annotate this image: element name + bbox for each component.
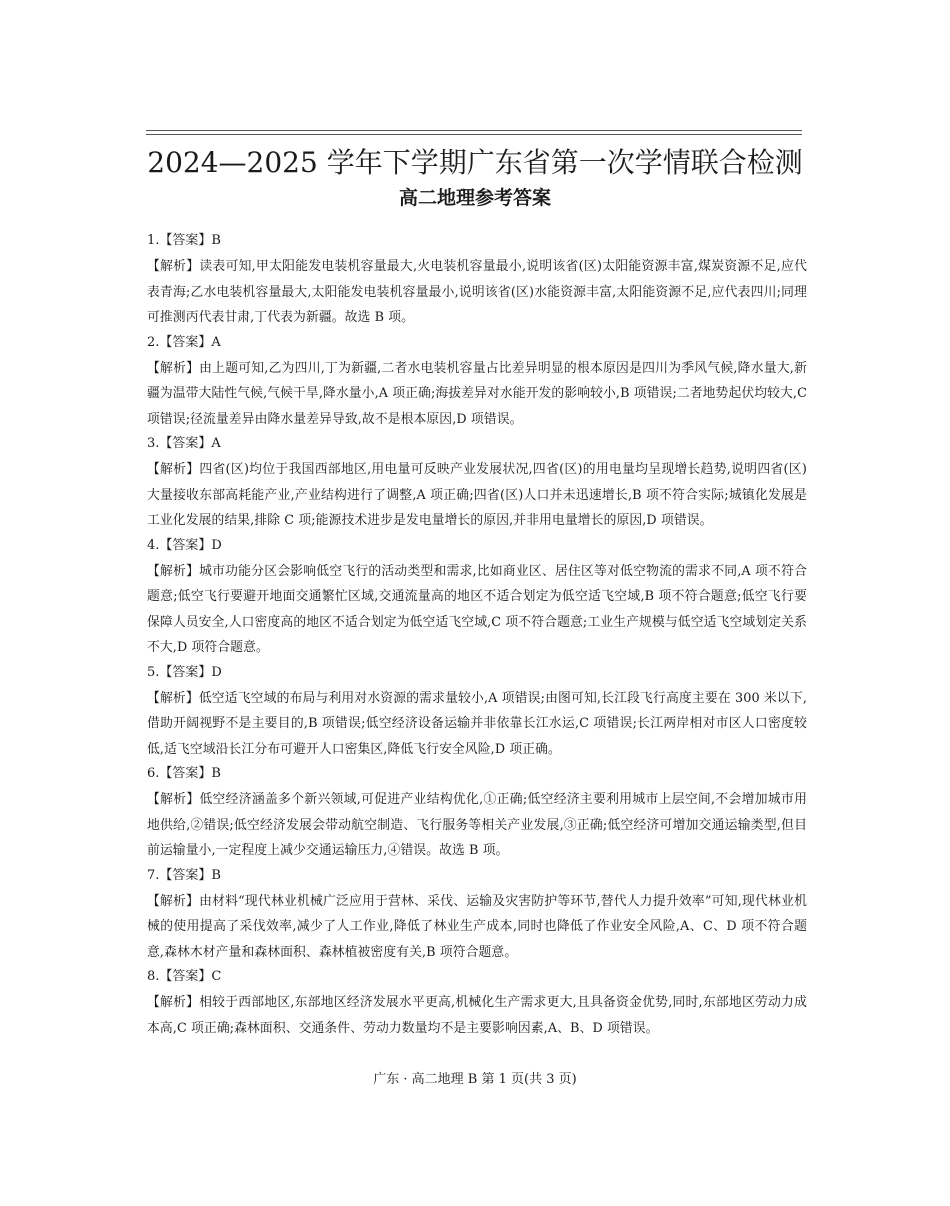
answer-label: 8.【答案】C — [147, 969, 222, 984]
answer-explanation: 【解析】读表可知,甲太阳能发电装机容量最大,火电装机容量最小,说明该省(区)太阳能资源丰富,煤炭资源不足,应代表青海;乙水电装机容量最大,太阳能发电装机容量最小,说明该省(区)水能资源丰富,太阳能资源不足,应代表四川;同理可推测丙代表甘肃,丁代表为新疆。故选 B 项。 — [147, 259, 807, 325]
header-rule-top — [146, 130, 802, 131]
answer-label: 7.【答案】B — [147, 867, 221, 883]
answer-label: 4.【答案】D — [147, 537, 222, 553]
answer-explanation: 【解析】城市功能分区会影响低空飞行的活动类型和需求,比如商业区、居住区等对低空物流的需求不同,A 项不符合题意;低空飞行要避开地面交通繁忙区域,交通流量高的地区不适合划定为低空适飞空域,B 项不符合题意;低空飞行要保障人员安全,人口密度高的地区不适合划定为低空适飞空域,C 项不符合题意;工业生产规模与低空适飞空域划定关系不大,D 项符合题意。 — [147, 563, 807, 655]
answer-item-7 — [147, 866, 807, 966]
answer-label: 2.【答案】A — [147, 334, 221, 350]
answer-explanation: 【解析】由材料“现代林业机械广泛应用于营林、采伐、运输及灾害防护等环节,替代人力提升效率”可知,现代林业机械的使用提高了采伐效率,减少了人工作业,降低了林业生产成本,同时也降低了作业安全风险,A、C、D 项不符合题意,森林木材产量和森林面积、森林植被密度有关,B 项符合题意。 — [147, 893, 807, 960]
answer-explanation: 【解析】低空适飞空域的布局与利用对水资源的需求量较小,A 项错误;由图可知,长江段飞行高度主要在 300 米以下,借助开阔视野不是主要目的,B 项错误;低空经济设备运输并非依靠长江水运,C 项错误;长江两岸相对市区人口密度较低,适飞空域沿长江分布可避开人口密集区,降低飞行安全风险,D 项正确。 — [147, 690, 807, 757]
answer-explanation: 【解析】四省(区)均位于我国西部地区,用电量可反映产业发展状况,四省(区)的用电量均呈现增长趋势,说明四省(区)大量接收东部高耗能产业,产业结构进行了调整,A 项正确;四省(区)人口并未迅速增长,B 项不符合实际;城镇化发展是工业化发展的结果,排除 C 项;能源技术进步是发电量增长的原因,并非用电量增长的原因,D 项错误。 — [147, 462, 807, 528]
page-footer: 广东 · 高二地理 B 第 1 页(共 3 页) — [373, 1072, 577, 1087]
answer-label: 6.【答案】B — [147, 766, 221, 781]
answer-item-2 — [147, 333, 807, 433]
answer-item-5 — [147, 663, 807, 763]
answer-label: 1.【答案】B — [147, 233, 221, 248]
page-subtitle: 高二地理参考答案 — [398, 187, 551, 209]
answer-item-6 — [147, 764, 807, 864]
answer-item-8 — [147, 967, 807, 1041]
answer-item-4 — [147, 536, 807, 661]
answer-explanation: 【解析】相较于西部地区,东部地区经济发展水平更高,机械化生产需求更大,且具备资金优势,同时,东部地区劳动力成本高,C 项正确;森林面积、交通条件、劳动力数量均不是主要影响因素,A、B、D 项错误。 — [147, 995, 807, 1036]
page-title: 2024—2025 学年下学期广东省第一次学情联合检测 — [147, 146, 803, 179]
answer-item-3 — [147, 434, 807, 534]
answer-explanation: 【解析】低空经济涵盖多个新兴领域,可促进产业结构优化,①正确;低空经济主要利用城市上层空间,不会增加城市用地供给,②错误;低空经济发展会带动航空制造、飞行服务等相关产业发展,③正确;低空经济可增加交通运输类型,但目前运输量小,一定程度上减少交通运输压力,④错误。故选 B 项。 — [147, 792, 807, 858]
answer-label: 3.【答案】A — [147, 436, 221, 451]
answer-item-1 — [147, 231, 807, 331]
header-rule-bottom — [146, 134, 802, 135]
answer-explanation: 【解析】由上题可知,乙为四川,丁为新疆,二者水电装机容量占比差异明显的根本原因是四川为季风气候,降水量大,新疆为温带大陆性气候,气候干旱,降水量小,A 项正确;海拔差异对水能开发的影响较小,B 项错误;二者地势起伏均较大,C 项错误;径流量差异由降水量差异导致,故不是根本原因,D 项错误。 — [147, 360, 807, 427]
answer-list — [147, 231, 807, 1043]
answer-label: 5.【答案】D — [147, 664, 222, 680]
